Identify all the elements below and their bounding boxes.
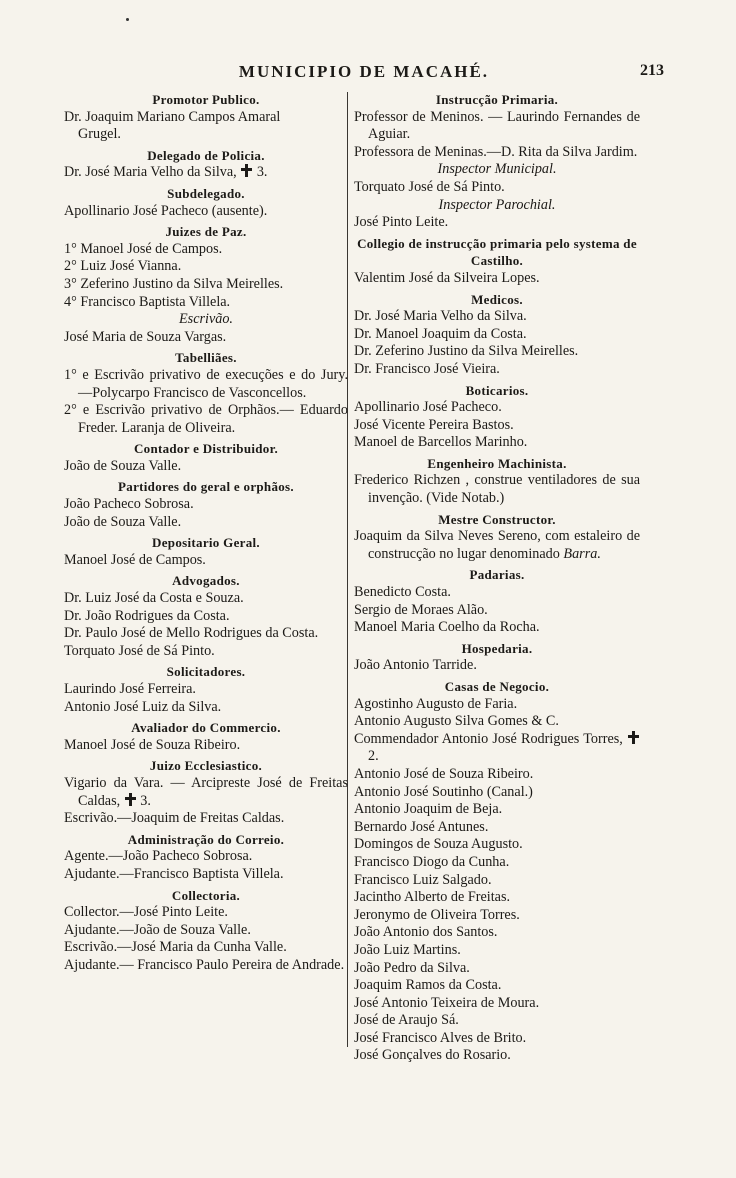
list-item: João de Souza Valle.	[64, 457, 182, 474]
section-heading: Instrucção Primaria.	[435, 92, 559, 107]
cross-of-order-icon	[125, 793, 136, 806]
ink-speck	[126, 18, 129, 21]
list-item: 2° Luiz José Vianna.	[64, 258, 182, 275]
list-item: Antonio José Soutinho (Canal.)	[354, 783, 533, 800]
subheading: Inspector Municipal.	[437, 161, 557, 178]
list-item: Dr. José Maria Velho da Silva, 3.	[64, 164, 268, 181]
list-item: José Gonçalves do Rosario.	[354, 1047, 511, 1064]
subheading: Escrivão.	[179, 311, 233, 328]
list-item: Francisco Luiz Salgado.	[354, 871, 492, 888]
section-heading: Partidores do geral e orphãos.	[118, 479, 294, 495]
list-item: Torquato José de Sá Pinto.	[354, 178, 505, 195]
section-heading: Boticarios.	[465, 382, 529, 398]
list-item: Dr. Luiz José da Costa e Souza.	[64, 590, 244, 607]
list-item: Ajudante.—João de Souza Valle.	[64, 921, 251, 938]
cross-of-order-icon	[628, 731, 639, 744]
section-heading: Solicitadores.	[166, 664, 246, 680]
list-item: Dr. Paulo José de Mello Rodrigues da Costa.	[64, 625, 319, 642]
section-heading: Avaliador do Commercio.	[131, 720, 281, 736]
section-heading: Medicos.	[471, 291, 523, 307]
list-item: Dr. Manoel Joaquim da Costa.	[354, 325, 527, 342]
list-item: 1° Manoel José de Campos.	[64, 240, 223, 257]
list-item: José Vicente Pereira Bastos.	[354, 416, 514, 433]
list-item: Francisco Diogo da Cunha.	[354, 853, 510, 870]
list-item: Antonio José Luiz da Silva.	[64, 698, 222, 715]
section-heading: Tabelliães.	[175, 350, 237, 366]
list-item: Agostinho Augusto de Faria.	[354, 695, 518, 712]
list-item: Escrivão.—José Maria da Cunha Valle.	[64, 939, 287, 956]
list-item: João Pacheco Sobrosa.	[64, 496, 194, 513]
section-heading: Mestre Constructor.	[438, 511, 556, 527]
running-title: MUNICIPIO DE MACAHÉ.	[238, 62, 490, 81]
list-item: José de Araujo Sá.	[354, 1012, 459, 1029]
list-item: Commendador Antonio José Rodrigues Torres, 2.	[354, 731, 640, 766]
list-item: Dr. Zeferino Justino da Silva Meirelles.	[354, 343, 579, 360]
section-heading: Contador e Distribuidor.	[133, 441, 279, 457]
list-item: Vigario da Vara. — Arcipreste José de Freitas Caldas, 3.	[64, 774, 348, 809]
section-heading: Padarias.	[469, 567, 525, 583]
list-item: Collector.—José Pinto Leite.	[64, 904, 228, 921]
list-item: Manoel José de Campos.	[64, 551, 206, 568]
list-item: João Antonio Tarride.	[354, 657, 477, 674]
section-heading: Juizes de Paz.	[165, 224, 247, 240]
list-item: Joaquim da Silva Neves Sereno, com estaleiro de construcção no lugar denominado Barra.	[354, 528, 640, 562]
list-item: 1° e Escrivão privativo de execuções e do Jury. —Polycarpo Francisco de Vasconcellos.	[64, 366, 348, 401]
list-item: José Francisco Alves de Brito.	[354, 1029, 527, 1046]
list-item: Manoel Maria Coelho da Rocha.	[354, 619, 540, 636]
page-number: 213	[640, 62, 664, 79]
list-item: Frederico Richzen , construe ventiladores de sua invenção. (Vide Notab.)	[354, 472, 640, 507]
list-item: 3° Zeferino Justino da Silva Meirelles.	[64, 275, 284, 292]
section-heading: Subdelegado.	[167, 185, 245, 201]
subheading: Inspector Parochial.	[438, 196, 556, 213]
section-heading: Casas de Negocio.	[444, 679, 550, 694]
section-heading: Collectoria.	[171, 887, 241, 903]
page-header	[64, 62, 664, 84]
list-item: Agente.—João Pacheco Sobrosa.	[64, 848, 253, 865]
list-item: Laurindo José Ferreira.	[64, 681, 196, 697]
list-item: Dr. Francisco José Vieira.	[354, 360, 500, 377]
section-heading: Engenheiro Machinista.	[427, 455, 567, 471]
list-item: Manoel de Barcellos Marinho.	[354, 434, 528, 451]
list-item: José Pinto Leite.	[354, 214, 449, 231]
list-item: Domingos de Souza Augusto.	[354, 836, 523, 853]
list-item: Professora de Meninas.—D. Rita da Silva Jardim.	[354, 143, 638, 160]
list-item: Jacintho Alberto de Freitas.	[354, 889, 511, 906]
list-item: José Antonio Teixeira de Moura.	[354, 994, 540, 1011]
section-heading: Advogados.	[172, 573, 240, 589]
section-heading: Promotor Publico.	[152, 92, 260, 107]
left-column	[64, 88, 348, 975]
list-item: Manoel José de Souza Ribeiro.	[64, 736, 241, 753]
list-item: Valentim José da Silveira Lopes.	[354, 269, 540, 286]
list-item: Dr. Joaquim Mariano Campos Amaral Grugel.	[64, 108, 281, 143]
list-item: Antonio Joaquim de Beja.	[354, 801, 503, 818]
cross-of-order-icon	[241, 164, 252, 177]
right-column	[354, 88, 640, 1065]
list-item: Benedicto Costa.	[354, 584, 451, 601]
list-item: Sergio de Moraes Alão.	[354, 601, 488, 618]
list-item: João de Souza Valle.	[64, 513, 182, 530]
section-heading: Delegado de Policia.	[147, 147, 265, 163]
section-heading: Juizo Ecclesiastico.	[149, 758, 263, 774]
list-item: 2° e Escrivão privativo de Orphãos.— Eduardo Freder. Laranja de Oliveira.	[64, 402, 348, 436]
list-item: Apollinario José Pacheco.	[354, 399, 502, 416]
list-item: Professor de Meninos. — Laurindo Fernandes de Aguiar.	[354, 108, 640, 143]
list-item: Ajudante.— Francisco Paulo Pereira de Andrade.	[64, 956, 345, 973]
list-item: 4° Francisco Baptista Villela.	[64, 293, 231, 310]
list-item: Dr. José Maria Velho da Silva.	[354, 308, 527, 325]
section-heading: Hospedaria.	[461, 640, 533, 656]
list-item: João Pedro da Silva.	[354, 959, 470, 976]
list-item: José Maria de Souza Vargas.	[64, 328, 227, 345]
list-item: Dr. João Rodrigues da Costa.	[64, 607, 230, 624]
list-item: Escrivão.—Joaquim de Freitas Caldas.	[64, 810, 285, 827]
section-heading: Collegio de instrucção primaria pelo systema de Castilho.	[357, 235, 637, 269]
list-item: Antonio Augusto Silva Gomes & C.	[354, 713, 559, 730]
list-item: Bernardo José Antunes.	[354, 818, 489, 835]
list-item: Apollinario José Pacheco (ausente).	[64, 202, 268, 219]
list-item: Joaquim Ramos da Costa.	[354, 977, 502, 994]
list-item: Torquato José de Sá Pinto.	[64, 642, 215, 659]
section-heading: Administração do Correio.	[127, 831, 285, 847]
list-item: Ajudante.—Francisco Baptista Villela.	[64, 865, 284, 882]
list-item: João Antonio dos Santos.	[354, 924, 498, 941]
list-item: Jeronymo de Oliveira Torres.	[354, 906, 520, 923]
section-heading: Depositario Geral.	[152, 535, 260, 551]
list-item: João Luiz Martins.	[354, 941, 461, 958]
list-item: Antonio José de Souza Ribeiro.	[354, 765, 534, 782]
